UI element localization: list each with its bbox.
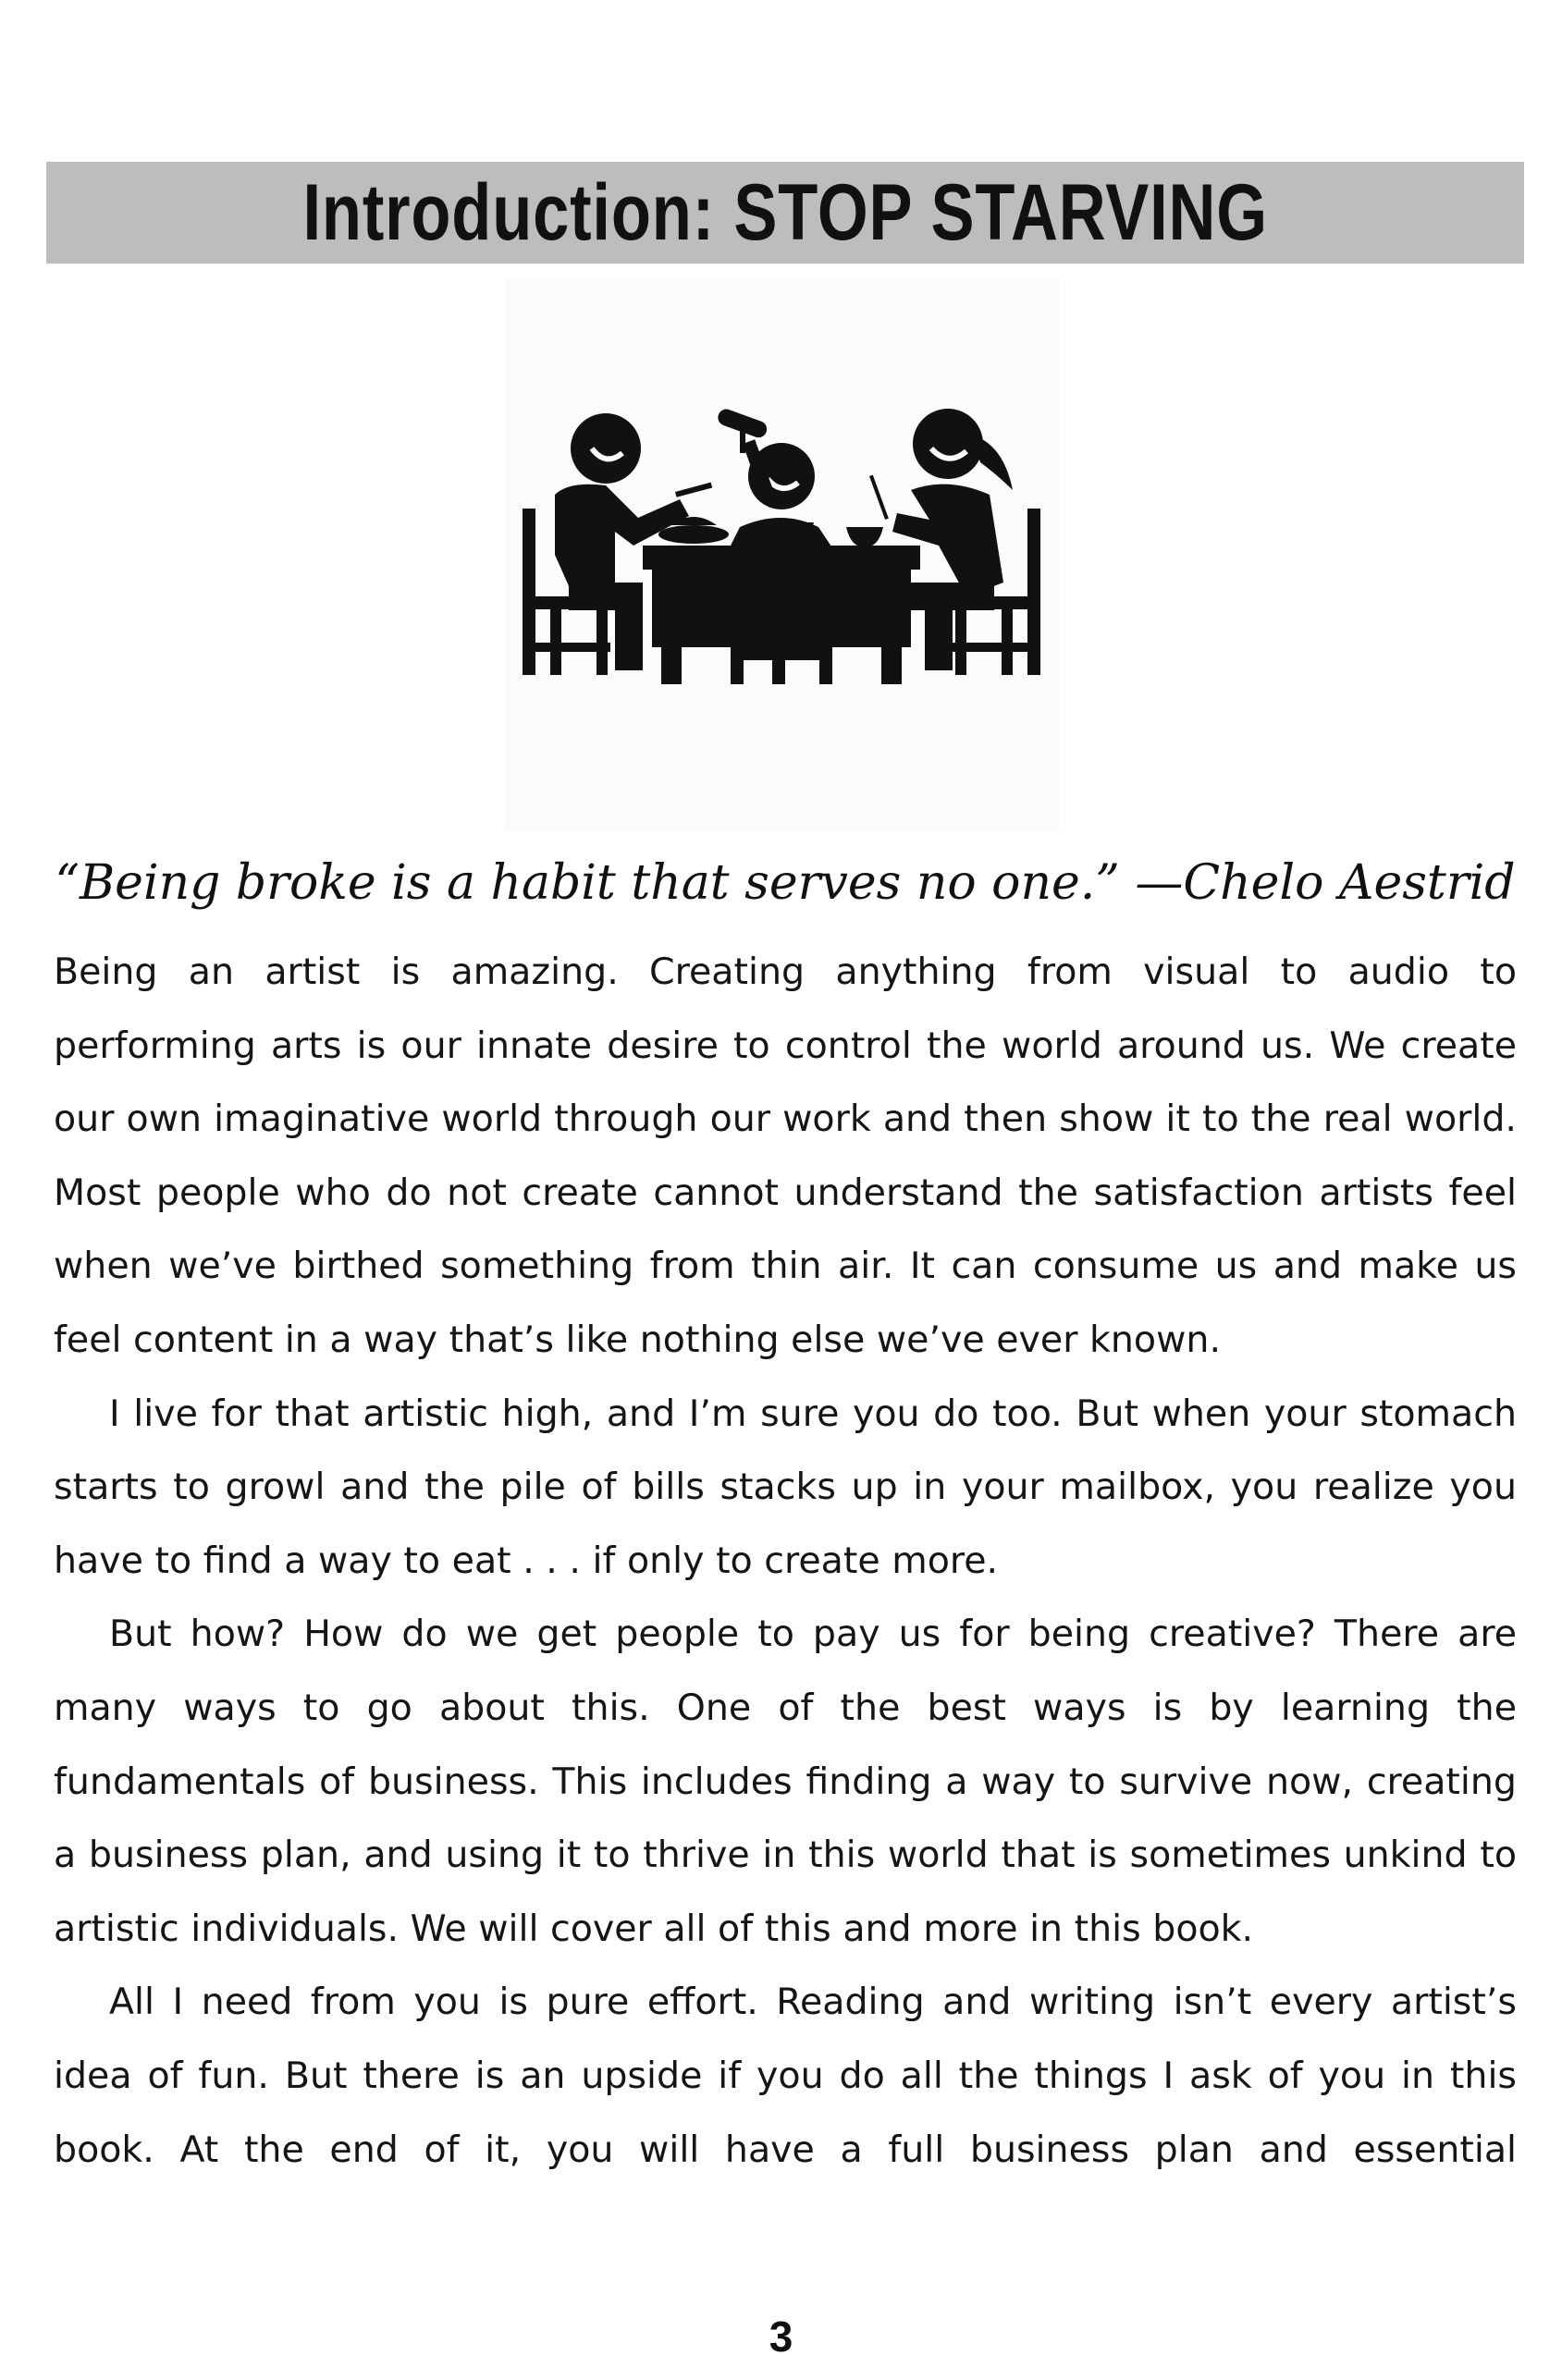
body-text: [54, 936, 1517, 2187]
chapter-title-bar: [46, 162, 1524, 264]
chapter-title: Introduction: STOP STARVING: [302, 167, 1268, 257]
paragraph-1: Being an artist is amazing. Creating anything from visual to audio to performing arts is our innate desire to control the world around us. We create our own imaginative world through our work and then show it to the real world. Most people who do not create cannot understand the satisfaction artists feel when we’ve birthed something from thin air. It can consume us and make us feel content in a way that’s like nothing else we’ve ever known.: [54, 951, 1517, 1361]
paragraph-2: I live for that artistic high, and I’m sure you do too. But when your stomach starts to growl and the pile of bills stacks up in your mailbox, you realize you have to find a way to eat . . . if only to create more.: [54, 1392, 1517, 1582]
family-dinner-icon: [504, 277, 1059, 832]
page-number: 3: [769, 2313, 793, 2361]
paragraph-4: All I need from you is pure effort. Reading and writing isn’t every artist’s idea of fun. But there is an upside if you do all the things I ask of you in this book. At the end of it, you will have a full business plan and essential: [54, 1981, 1517, 2171]
epigraph-quote: “Being broke is a habit that serves no one.” —Chelo Aestrid: [55, 855, 1516, 911]
paragraph-3: But how? How do we get people to pay us for being creative? There are many ways to go about this. One of the best ways is by learning the fundamentals of business. This includes finding a way to survive now, creating a business plan, and using it to thrive in this world that is sometimes unkind to artistic individuals. We will cover all of this and more in this book.: [54, 1613, 1517, 1950]
